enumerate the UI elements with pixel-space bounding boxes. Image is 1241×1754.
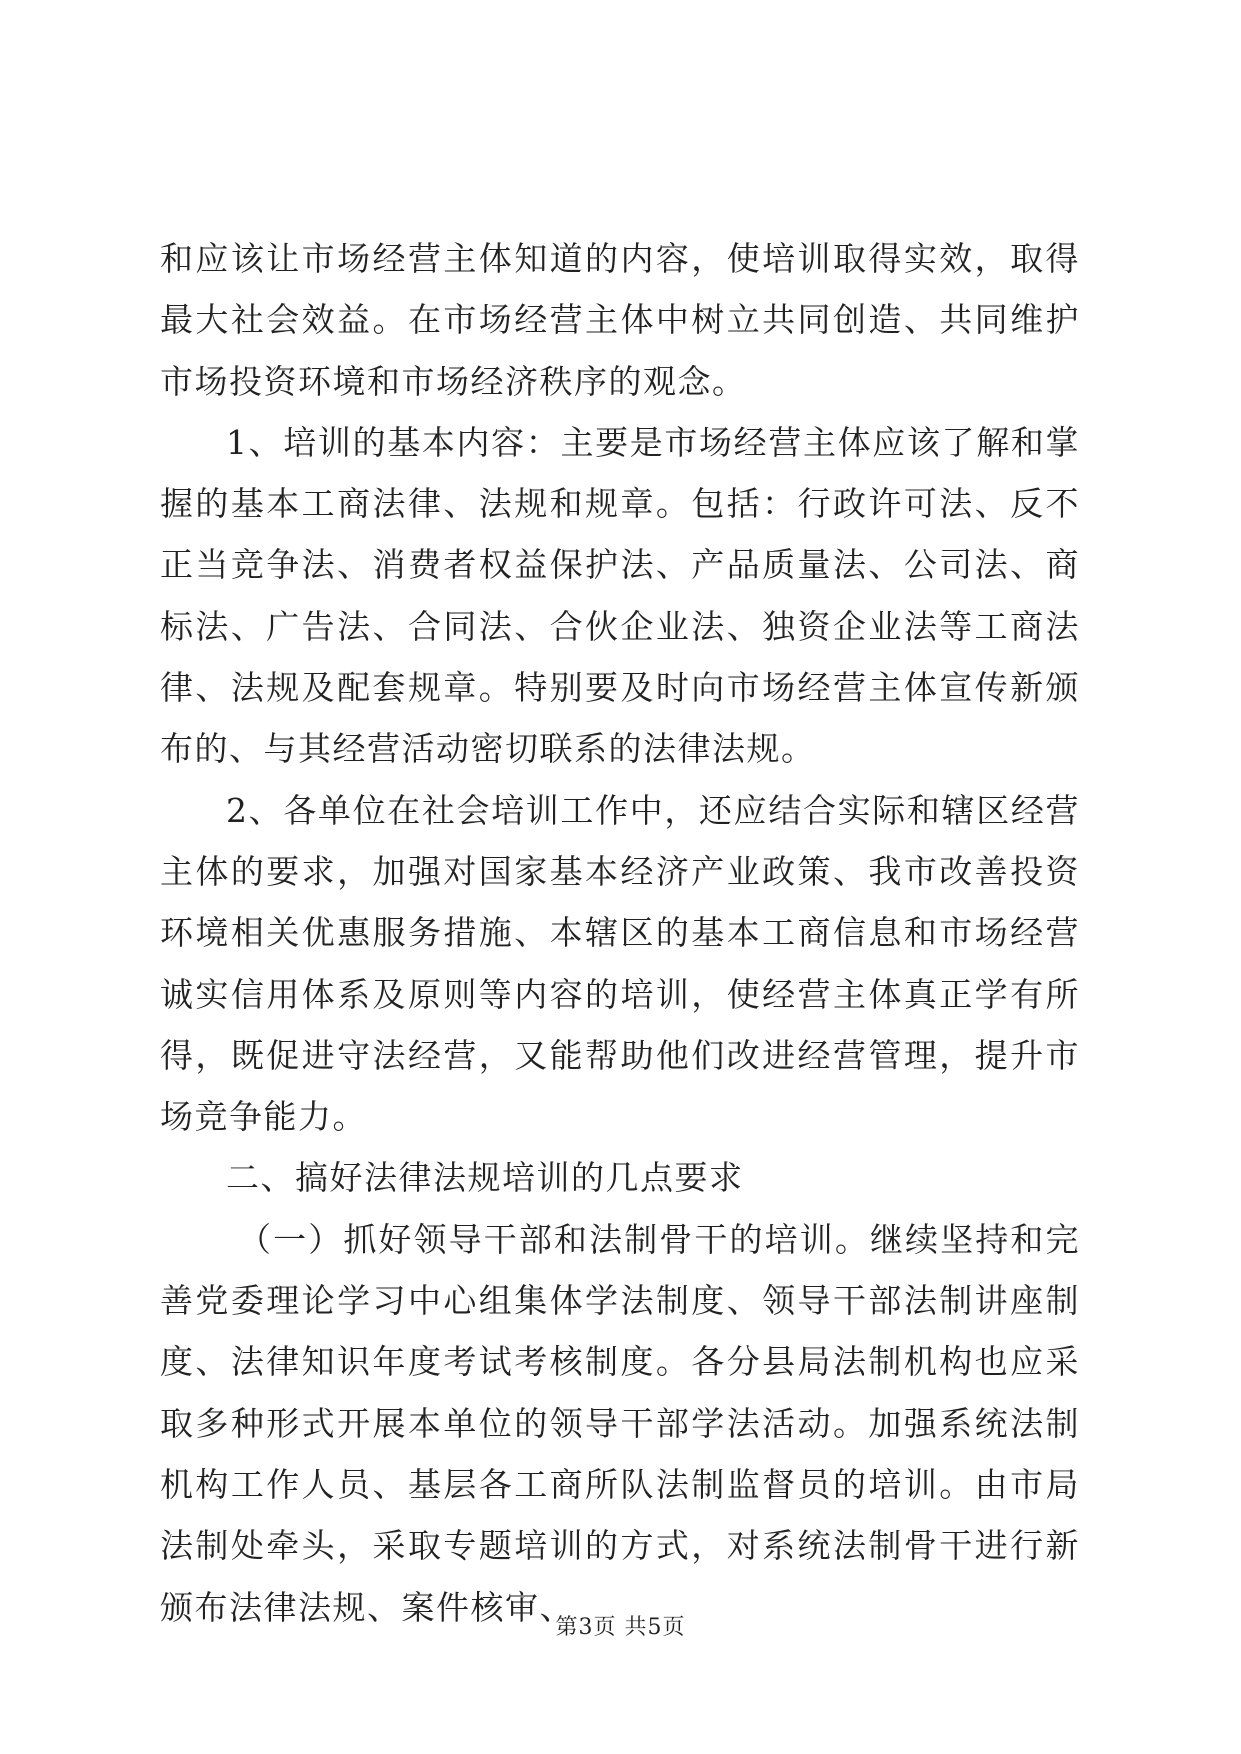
- paragraph-unit-training: 2、各单位在社会培训工作中，还应结合实际和辖区经营主体的要求，加强对国家基本经济产业政策、我市改善投资环境相关优惠服务措施、本辖区的基本工商信息和市场经营诚实信用体系及原则等内容的培训，使经营主体真正学有所得，既促进守法经营，又能帮助他们改进经营管理，提升市场竞争能力。: [160, 790, 1080, 1137]
- document-body: [160, 228, 1080, 1638]
- paragraph-continuation: 和应该让市场经营主体知道的内容，使培训取得实效，取得最大社会效益。在市场经营主体中树立共同创造、共同维护市场投资环境和市场经济秩序的观念。: [160, 239, 1080, 401]
- section-heading: 二、搞好法律法规培训的几点要求: [226, 1158, 744, 1198]
- paragraph-leader-training: （一）抓好领导干部和法制骨干的培训。继续坚持和完善党委理论学习中心组集体学法制度、领导干部法制讲座制度、法律知识年度考试考核制度。各分县局法制机构也应采取多种形式开展本单位的领导干部学法活动。加强系统法制机构工作人员、基层各工商所队法制监督员的培训。由市局法制处牵头，采取专题培训的方式，对系统法制骨干进行新颁布法律法规、案件核审、: [160, 1219, 1080, 1627]
- page-number-footer: 第3页 共5页: [555, 1615, 686, 1640]
- paragraph-training-content: 1、培训的基本内容：主要是市场经营主体应该了解和掌握的基本工商法律、法规和规章。包括：行政许可法、反不正当竞争法、消费者权益保护法、产品质量法、公司法、商标法、广告法、合同法、合伙企业法、独资企业法等工商法律、法规及配套规章。特别要及时向市场经营主体宣传新颁布的、与其经营活动密切联系的法律法规。: [160, 422, 1080, 769]
